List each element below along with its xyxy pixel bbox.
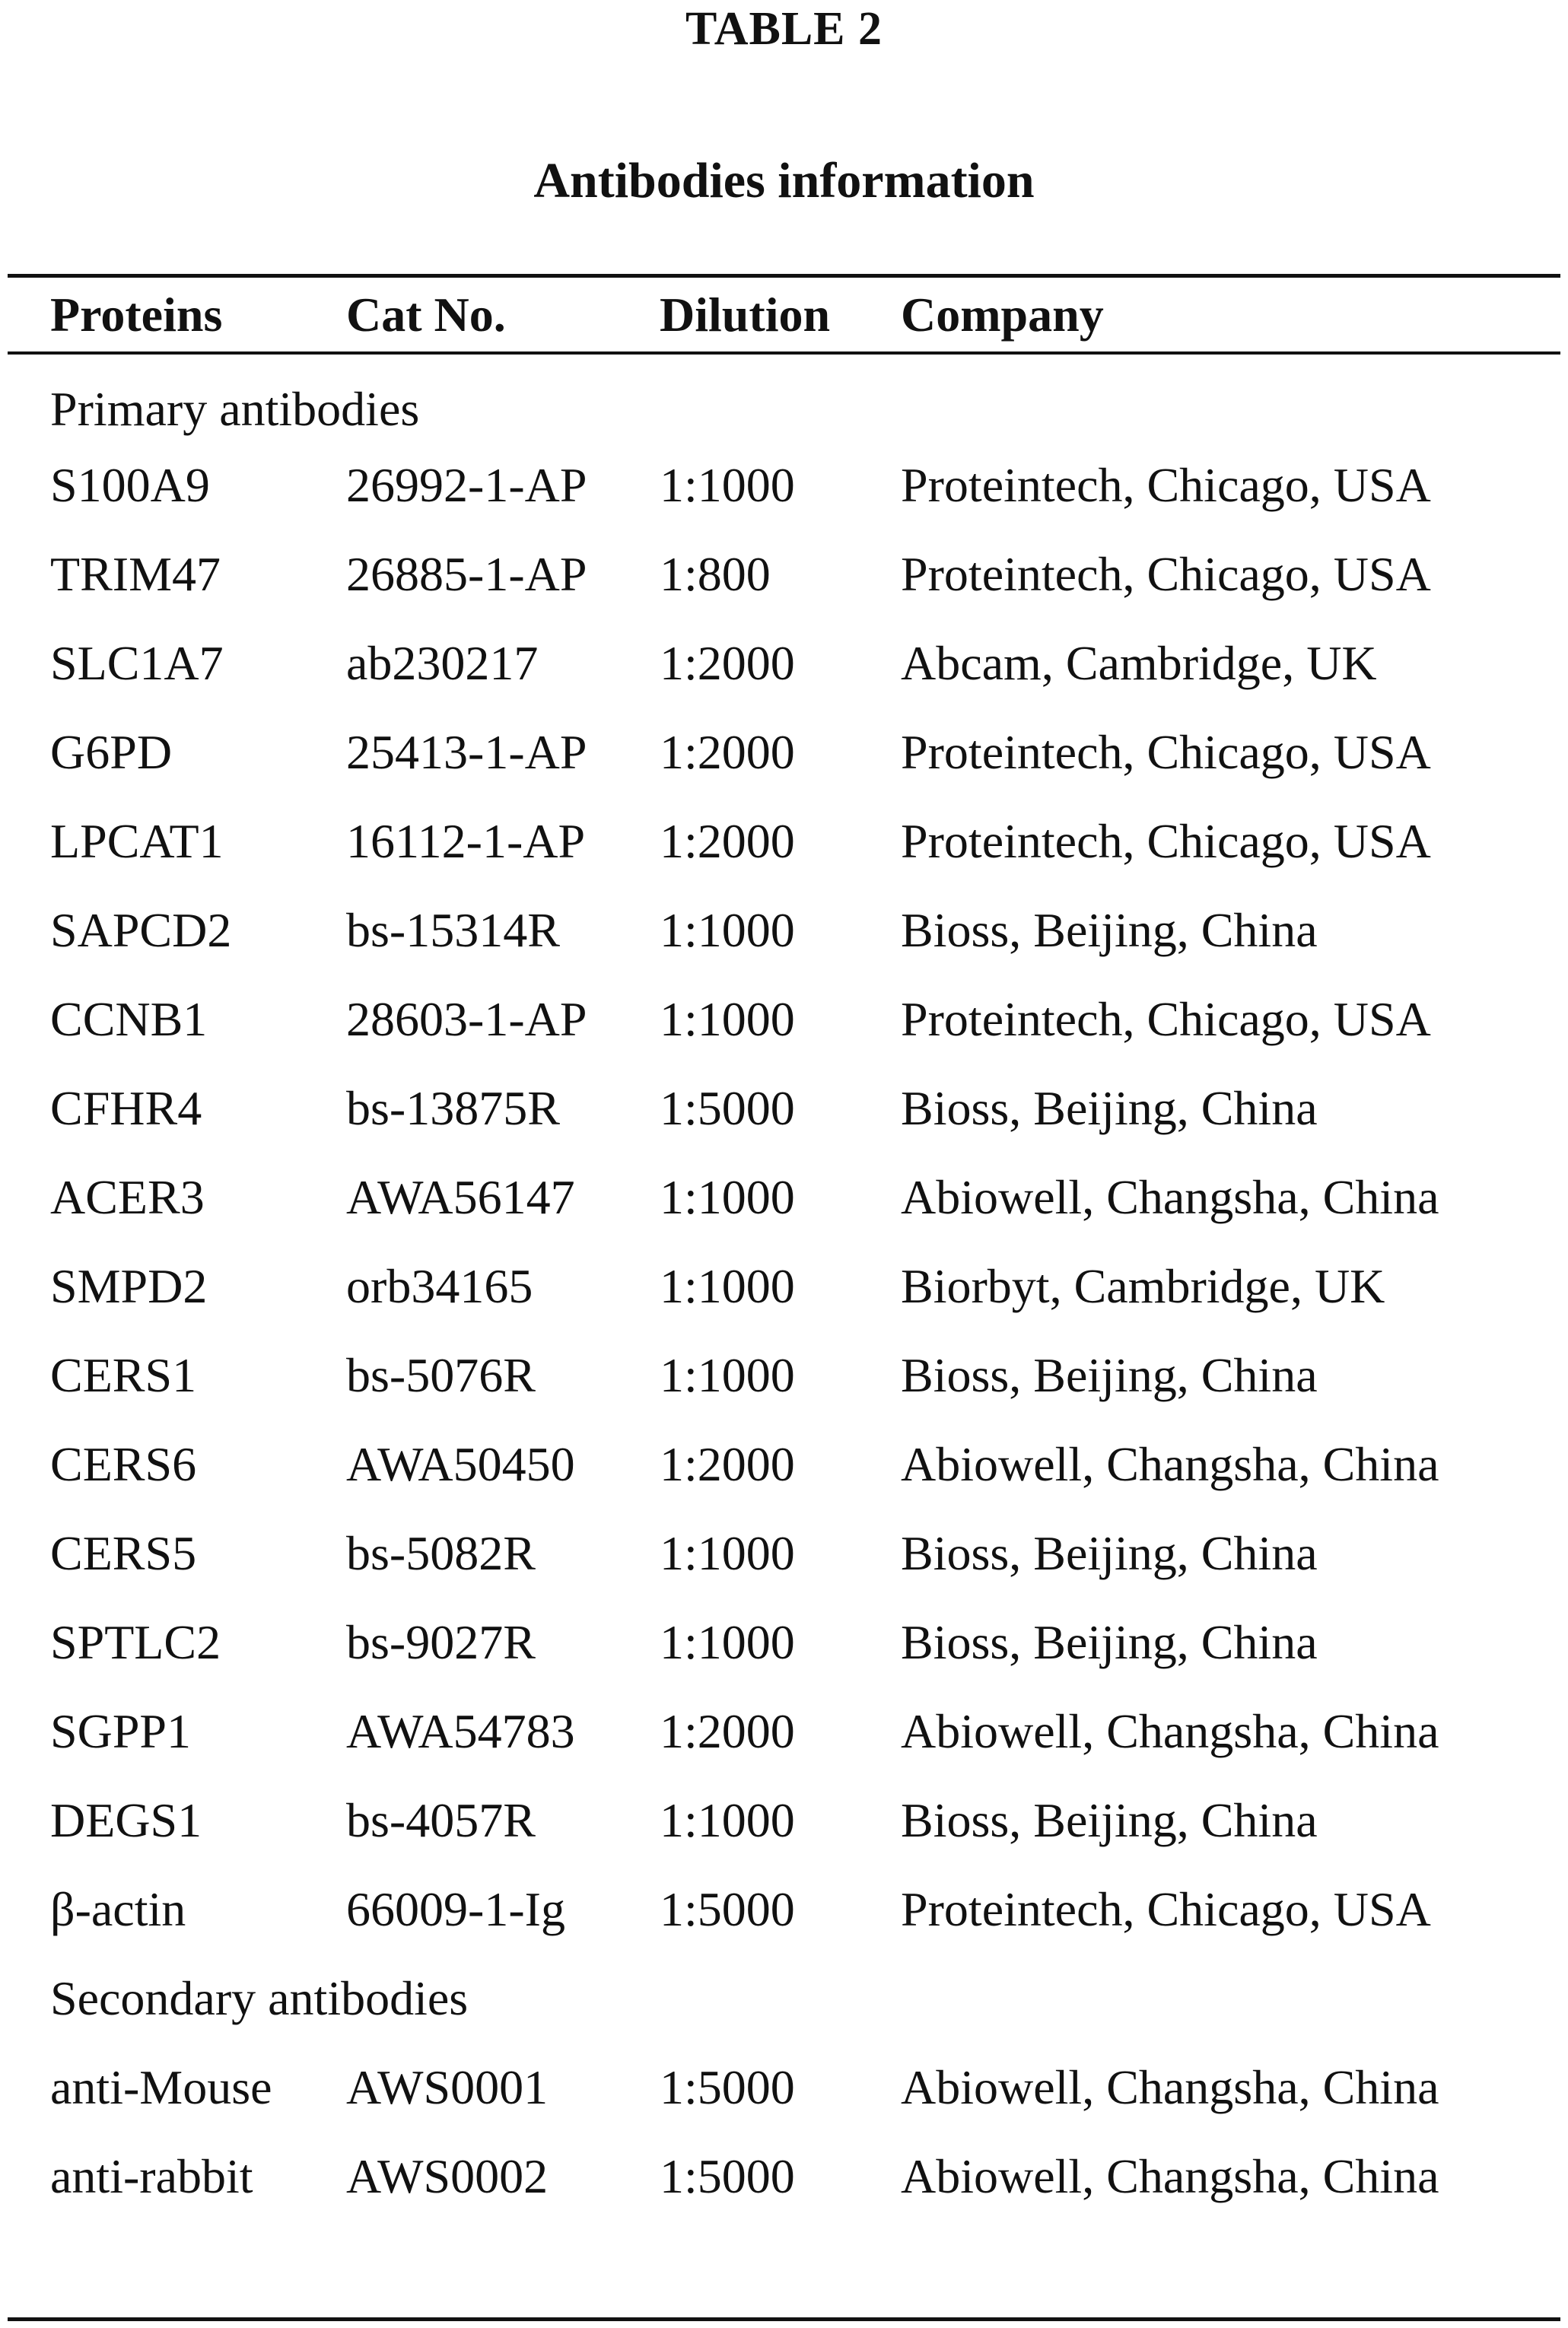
- table-row: [0, 1331, 1568, 1420]
- cell-protein: CERS5: [50, 1526, 197, 1580]
- cell-cat-no: AWS0002: [346, 2149, 549, 2203]
- cell-company: Bioss, Beijing, China: [901, 1793, 1318, 1847]
- cell-company: Abiowell, Changsha, China: [901, 1170, 1439, 1224]
- cell-cat-no: orb34165: [346, 1259, 533, 1313]
- cell-company: Bioss, Beijing, China: [901, 1615, 1318, 1669]
- cell-protein: DEGS1: [50, 1793, 202, 1847]
- cell-protein: SAPCD2: [50, 903, 232, 957]
- cell-dilution: 1:2000: [660, 725, 795, 779]
- cell-dilution: 1:2000: [660, 1437, 795, 1491]
- cell-dilution: 1:1000: [660, 992, 795, 1046]
- cell-protein: CERS1: [50, 1348, 197, 1402]
- cell-cat-no: bs-13875R: [346, 1081, 560, 1135]
- table-row: [0, 1687, 1568, 1776]
- cell-company: Abiowell, Changsha, China: [901, 1704, 1439, 1758]
- cell-company: Proteintech, Chicago, USA: [901, 725, 1431, 779]
- cell-protein: SPTLC2: [50, 1615, 221, 1669]
- cell-cat-no: bs-4057R: [346, 1793, 536, 1847]
- cell-dilution: 1:2000: [660, 814, 795, 868]
- cell-company: Bioss, Beijing, China: [901, 1081, 1318, 1135]
- cell-company: Abiowell, Changsha, China: [901, 1437, 1439, 1491]
- table-row: [0, 1509, 1568, 1598]
- cell-protein: CCNB1: [50, 992, 208, 1046]
- table-row: [0, 1064, 1568, 1153]
- cell-cat-no: ab230217: [346, 636, 539, 690]
- cell-company: Biorbyt, Cambridge, UK: [901, 1259, 1385, 1313]
- cell-dilution: 1:1000: [660, 1259, 795, 1313]
- table-row: [0, 619, 1568, 708]
- cell-protein: SLC1A7: [50, 636, 224, 690]
- table-row: [0, 2132, 1568, 2221]
- cell-company: Proteintech, Chicago, USA: [901, 458, 1431, 512]
- cell-protein: ACER3: [50, 1170, 205, 1224]
- cell-dilution: 1:1000: [660, 458, 795, 512]
- section-label-primary: Primary antibodies: [50, 382, 420, 436]
- cell-cat-no: AWA56147: [346, 1170, 575, 1224]
- antibodies-table: [0, 278, 1568, 2221]
- cell-protein: G6PD: [50, 725, 173, 779]
- table-label: TABLE 2: [685, 3, 883, 55]
- section-label-secondary: Secondary antibodies: [50, 1971, 469, 2025]
- table-row: [0, 1598, 1568, 1687]
- cell-dilution: 1:5000: [660, 1081, 795, 1135]
- cell-dilution: 1:1000: [660, 1170, 795, 1224]
- bottom-rule: [8, 2317, 1560, 2321]
- cell-cat-no: 16112-1-AP: [346, 814, 586, 868]
- cell-company: Proteintech, Chicago, USA: [901, 814, 1431, 868]
- cell-protein: SGPP1: [50, 1704, 191, 1758]
- table-header-row: [0, 278, 1568, 351]
- cell-protein: β-actin: [50, 1882, 186, 1936]
- cell-cat-no: bs-5076R: [346, 1348, 536, 1402]
- cell-dilution: 1:2000: [660, 636, 795, 690]
- cell-dilution: 1:1000: [660, 1348, 795, 1402]
- column-header-dilution: Dilution: [660, 288, 831, 342]
- cell-dilution: 1:1000: [660, 903, 795, 957]
- table-row: [0, 530, 1568, 619]
- cell-cat-no: AWA54783: [346, 1704, 575, 1758]
- cell-dilution: 1:1000: [660, 1526, 795, 1580]
- table-row: [0, 1420, 1568, 1509]
- cell-protein: TRIM47: [50, 547, 221, 601]
- cell-dilution: 1:5000: [660, 1882, 795, 1936]
- cell-cat-no: 25413-1-AP: [346, 725, 587, 779]
- cell-dilution: 1:5000: [660, 2060, 795, 2114]
- section-row-secondary: [0, 1954, 1568, 2043]
- cell-protein: anti-Mouse: [50, 2060, 272, 2114]
- cell-protein: CERS6: [50, 1437, 197, 1491]
- table-row: [0, 2043, 1568, 2132]
- cell-cat-no: 26885-1-AP: [346, 547, 587, 601]
- cell-dilution: 1:5000: [660, 2149, 795, 2203]
- table-row: [0, 886, 1568, 975]
- cell-dilution: 1:1000: [660, 1615, 795, 1669]
- cell-cat-no: bs-15314R: [346, 903, 560, 957]
- table-row: [0, 440, 1568, 530]
- cell-cat-no: 66009-1-Ig: [346, 1882, 565, 1936]
- table-row: [0, 1242, 1568, 1331]
- cell-dilution: 1:2000: [660, 1704, 795, 1758]
- cell-protein: LPCAT1: [50, 814, 224, 868]
- cell-cat-no: 28603-1-AP: [346, 992, 587, 1046]
- section-row-primary: [0, 351, 1568, 440]
- cell-cat-no: AWA50450: [346, 1437, 575, 1491]
- column-header-proteins: Proteins: [50, 288, 223, 342]
- table-caption: Antibodies information: [533, 153, 1035, 208]
- cell-dilution: 1:800: [660, 547, 771, 601]
- cell-company: Abiowell, Changsha, China: [901, 2060, 1439, 2114]
- cell-company: Abiowell, Changsha, China: [901, 2149, 1439, 2203]
- cell-cat-no: bs-9027R: [346, 1615, 536, 1669]
- cell-protein: S100A9: [50, 458, 210, 512]
- cell-cat-no: 26992-1-AP: [346, 458, 587, 512]
- cell-protein: CFHR4: [50, 1081, 202, 1135]
- cell-protein: SMPD2: [50, 1259, 208, 1313]
- cell-protein: anti-rabbit: [50, 2149, 253, 2203]
- column-header-company: Company: [901, 288, 1104, 342]
- table-row: [0, 1776, 1568, 1865]
- cell-company: Proteintech, Chicago, USA: [901, 547, 1431, 601]
- table-row: [0, 797, 1568, 886]
- table-row: [0, 708, 1568, 797]
- cell-company: Bioss, Beijing, China: [901, 903, 1318, 957]
- table-row: [0, 975, 1568, 1064]
- cell-cat-no: AWS0001: [346, 2060, 549, 2114]
- cell-company: Proteintech, Chicago, USA: [901, 1882, 1431, 1936]
- table-row: [0, 1153, 1568, 1242]
- cell-company: Abcam, Cambridge, UK: [901, 636, 1377, 690]
- cell-company: Proteintech, Chicago, USA: [901, 992, 1431, 1046]
- cell-dilution: 1:1000: [660, 1793, 795, 1847]
- column-header-cat-no: Cat No.: [346, 288, 506, 342]
- cell-company: Bioss, Beijing, China: [901, 1526, 1318, 1580]
- cell-cat-no: bs-5082R: [346, 1526, 536, 1580]
- cell-company: Bioss, Beijing, China: [901, 1348, 1318, 1402]
- table-row: [0, 1865, 1568, 1954]
